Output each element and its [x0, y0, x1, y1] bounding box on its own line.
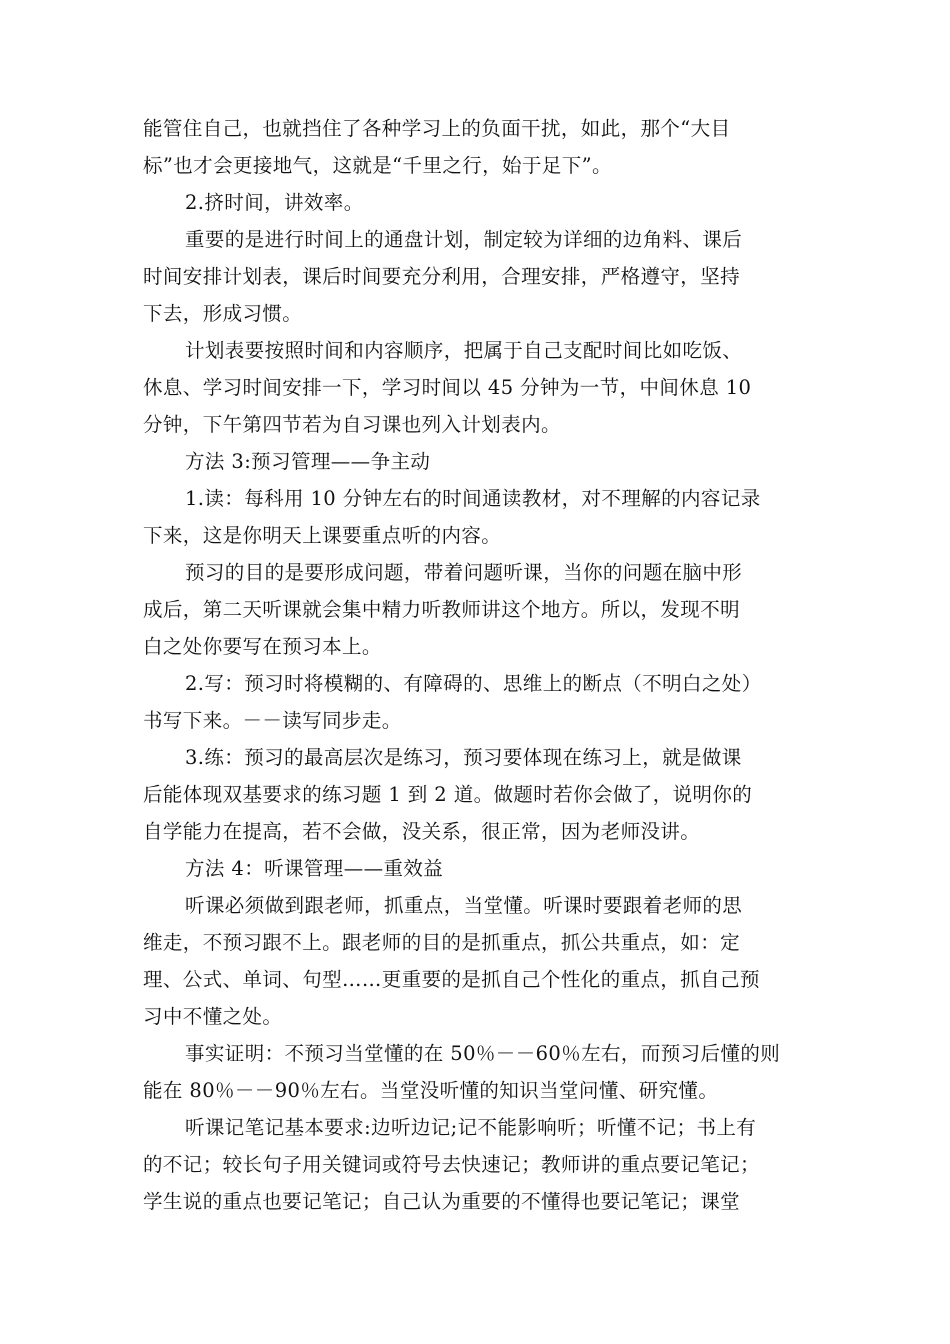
paragraph: [143, 1109, 809, 1220]
text-line: 习中不懂之处。: [143, 1005, 283, 1028]
text-line: 事实证明：不预习当堂懂的在 50％－－60％左右，而预习后懂的则: [185, 1042, 781, 1065]
text-line: 方法 4：听课管理——重效益: [185, 857, 444, 880]
text-line: 下去，形成习惯。: [143, 302, 303, 325]
text-line: 书写下来。－－读写同步走。: [143, 709, 402, 732]
paragraph: [143, 850, 809, 887]
text-line: 时间安排计划表，课后时间要充分利用，合理安排，严格遵守，坚持: [143, 265, 741, 288]
text-line: 方法 3:预习管理——争主动: [185, 450, 431, 473]
text-line: 标”也才会更接地气，这就是“千里之行，始于足下”。: [143, 154, 612, 177]
text-line: 休息、学习时间安排一下，学习时间以 45 分钟为一节，中间休息 10: [143, 376, 752, 399]
text-line: 计划表要按照时间和内容顺序，把属于自己支配时间比如吃饭、: [185, 339, 743, 362]
text-line: 1.读：每科用 10 分钟左右的时间通读教材，对不理解的内容记录: [185, 487, 761, 510]
paragraph: [143, 1035, 809, 1109]
text-line: 维走，不预习跟不上。跟老师的目的是抓重点，抓公共重点，如：定: [143, 931, 741, 954]
paragraph: [143, 665, 809, 739]
text-line: 自学能力在提高，若不会做，没关系，很正常，因为老师没讲。: [143, 820, 701, 843]
text-line: 听课记笔记基本要求:边听边记;记不能影响听；听懂不记；书上有: [185, 1116, 757, 1139]
text-line: 能管住自己，也就挡住了各种学习上的负面干扰，如此，那个“大目: [143, 117, 731, 140]
text-line: 的不记；较长句子用关键词或符号去快速记；教师讲的重点要记笔记；: [143, 1153, 760, 1176]
paragraph: [143, 184, 809, 221]
text-line: 后能体现双基要求的练习题 1 到 2 道。做题时若你会做了，说明你的: [143, 783, 753, 806]
text-line: 能在 80％－－90％左右。当堂没听懂的知识当堂问懂、研究懂。: [143, 1079, 719, 1102]
paragraph: [143, 887, 809, 1035]
text-line: 3.练：预习的最高层次是练习，预习要体现在练习上，就是做课: [185, 746, 742, 769]
text-line: 学生说的重点也要记笔记；自己认为重要的不懂得也要记笔记；课堂: [143, 1190, 741, 1213]
text-line: 听课必须做到跟老师，抓重点，当堂懂。听课时要跟着老师的思: [185, 894, 743, 917]
text-line: 预习的目的是要形成问题，带着问题听课，当你的问题在脑中形: [185, 561, 743, 584]
paragraph: [143, 554, 809, 665]
text-line: 下来，这是你明天上课要重点听的内容。: [143, 524, 502, 547]
paragraph: [143, 443, 809, 480]
text-line: 白之处你要写在预习本上。: [143, 635, 382, 658]
document-body: [143, 110, 809, 1220]
document-page: [143, 110, 809, 1220]
text-line: 2.写：预习时将模糊的、有障碍的、思维上的断点（不明白之处）: [185, 672, 762, 695]
text-line: 成后，第二天听课就会集中精力听教师讲这个地方。所以，发现不明: [143, 598, 741, 621]
paragraph: [143, 480, 809, 554]
paragraph: [143, 739, 809, 850]
text-line: 分钟，下午第四节若为自习课也列入计划表内。: [143, 413, 561, 436]
paragraph: [143, 332, 809, 443]
text-line: 重要的是进行时间上的通盘计划，制定较为详细的边角料、课后: [185, 228, 743, 251]
paragraph: [143, 221, 809, 332]
text-line: 理、公式、单词、句型……更重要的是抓自己个性化的重点，抓自己预: [143, 968, 760, 991]
text-line: 2.挤时间，讲效率。: [185, 191, 364, 214]
paragraph: [143, 110, 809, 184]
